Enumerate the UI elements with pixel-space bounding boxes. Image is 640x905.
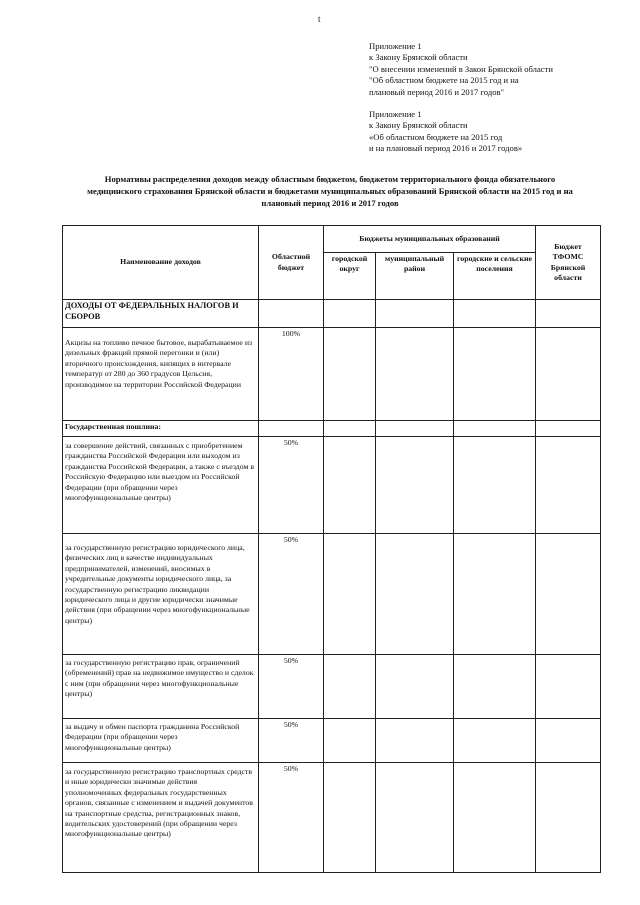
revenue-norms-table (62, 225, 601, 873)
cell-municipal-district (376, 763, 454, 873)
cell-city-district (324, 534, 376, 655)
appendix-line: Приложение 1 (369, 109, 422, 119)
page-mark: t (318, 14, 321, 24)
row-regional-value: 50% (259, 534, 324, 655)
cell-urban-rural (454, 534, 536, 655)
row-regional-value: 50% (259, 655, 324, 719)
cell-tfoms (536, 655, 601, 719)
header-regional-budget: Областной бюджет (259, 226, 324, 300)
table-row (63, 719, 601, 763)
header-revenue-name: Наименование доходов (63, 226, 259, 300)
cell-municipal-district (376, 437, 454, 534)
cell-city-district (324, 763, 376, 873)
cell-tfoms (536, 421, 601, 437)
cell-city-district (324, 437, 376, 534)
title-line: Нормативы распределения доходов между областным бюджетом, бюджетом территориального фонда обязательного (104, 174, 556, 184)
row-regional-value: 100% (259, 328, 324, 421)
cell-municipal-district (376, 421, 454, 437)
cell-urban-rural (454, 437, 536, 534)
document-title (60, 173, 600, 210)
cell-municipal-district (376, 300, 454, 328)
appendix-line: плановый период 2016 и 2017 годов" (369, 86, 505, 97)
row-name: за государственную регистрацию прав, ограничений (обременений) прав на недвижимое имущество и сделок с ним (при обращении через многофункциональные центры) (63, 655, 259, 719)
table-row (63, 655, 601, 719)
appendix-line: Приложение 1 (369, 41, 422, 51)
cell-urban-rural (454, 763, 536, 873)
header-municipal-budgets: Бюджеты муниципальных образований (324, 226, 536, 253)
header-urban-rural-settlements: городские и сельские поселения (454, 253, 536, 300)
cell-urban-rural (454, 719, 536, 763)
cell-tfoms (536, 328, 601, 421)
cell-tfoms (536, 437, 601, 534)
row-name: за государственную регистрацию транспортных средств и иные юридически значимые действия уполномоченных федеральных государственных органов, связанные с изменением и выдачей документов на транспортные средства, регистрационных знаков, водительских удостоверений (при обращении через многофункциональные центры) (63, 763, 259, 873)
row-regional-value (259, 300, 324, 328)
cell-urban-rural (454, 421, 536, 437)
row-regional-value: 50% (259, 437, 324, 534)
table-row (63, 300, 601, 328)
cell-urban-rural (454, 300, 536, 328)
row-regional-value: 50% (259, 763, 324, 873)
cell-city-district (324, 421, 376, 437)
cell-municipal-district (376, 328, 454, 421)
cell-city-district (324, 328, 376, 421)
appendix-line: к Закону Брянской области (369, 120, 468, 131)
row-name: за совершение действий, связанных с приобретением гражданства Российской Федерации или выходом из гражданства Российской Федерации, а также с въездом в Российскую Федерацию или выездом из Российской Федерации (при обращении через многофункциональные центры) (63, 437, 259, 534)
cell-tfoms (536, 300, 601, 328)
appendix-line: "Об областном бюджете на 2015 год и на (369, 75, 519, 86)
row-name: за государственную регистрацию юридического лица, физических лиц в качестве индивидуальных предпринимателей, изменений, вносимых в учредительные документы юридического лица, за государственную регистрацию ликвидации юридического лица и другие юридически значимые действия (при обращении через многофункциональные центры) (63, 534, 259, 655)
row-regional-value (259, 421, 324, 437)
table-row (63, 328, 601, 421)
cell-tfoms (536, 763, 601, 873)
table-row (63, 763, 601, 873)
appendix-line: и на плановый период 2016 и 2017 годов» (369, 143, 523, 154)
row-name: Государственная пошлина: (63, 421, 259, 437)
title-line: медицинского страхования Брянской области и бюджетами муниципальных образований Брянской области на 2015 год и на (87, 186, 573, 197)
cell-city-district (324, 719, 376, 763)
table-row (63, 421, 601, 437)
cell-municipal-district (376, 655, 454, 719)
cell-urban-rural (454, 328, 536, 421)
cell-urban-rural (454, 655, 536, 719)
row-regional-value: 50% (259, 719, 324, 763)
row-name: Акцизы на топливо печное бытовое, вырабатываемое из дизельных фракций прямой перегонки и (или) вторичного происхождения, кипящих в интервале температур от 280 до 360 градусов Цельсия, производимое на территории Российской Федерации (63, 328, 259, 421)
header-city-district: городской округ (324, 253, 376, 300)
cell-city-district (324, 300, 376, 328)
appendix-line: к Закону Брянской области (369, 52, 468, 63)
appendix-line: «Об областном бюджете на 2015 год (369, 131, 503, 142)
cell-tfoms (536, 534, 601, 655)
appendix-line: "О внесении изменений в Закон Брянской области (369, 63, 553, 74)
cell-tfoms (536, 719, 601, 763)
row-name: ДОХОДЫ ОТ ФЕДЕРАЛЬНЫХ НАЛОГОВ И СБОРОВ (63, 300, 259, 328)
header-municipal-district: муниципальный район (376, 253, 454, 300)
table-row (63, 437, 601, 534)
row-name: за выдачу и обмен паспорта гражданина Российской Федерации (при обращении через многофункциональные центры) (63, 719, 259, 763)
header-tfoms-budget: Бюджет ТФОМС Брянской области (536, 226, 601, 300)
appendix-amendment-block (369, 41, 553, 98)
cell-municipal-district (376, 534, 454, 655)
cell-municipal-district (376, 719, 454, 763)
table-row (63, 534, 601, 655)
title-line: плановый период 2016 и 2017 годов (261, 198, 399, 209)
appendix-original-block (369, 109, 522, 155)
cell-city-district (324, 655, 376, 719)
